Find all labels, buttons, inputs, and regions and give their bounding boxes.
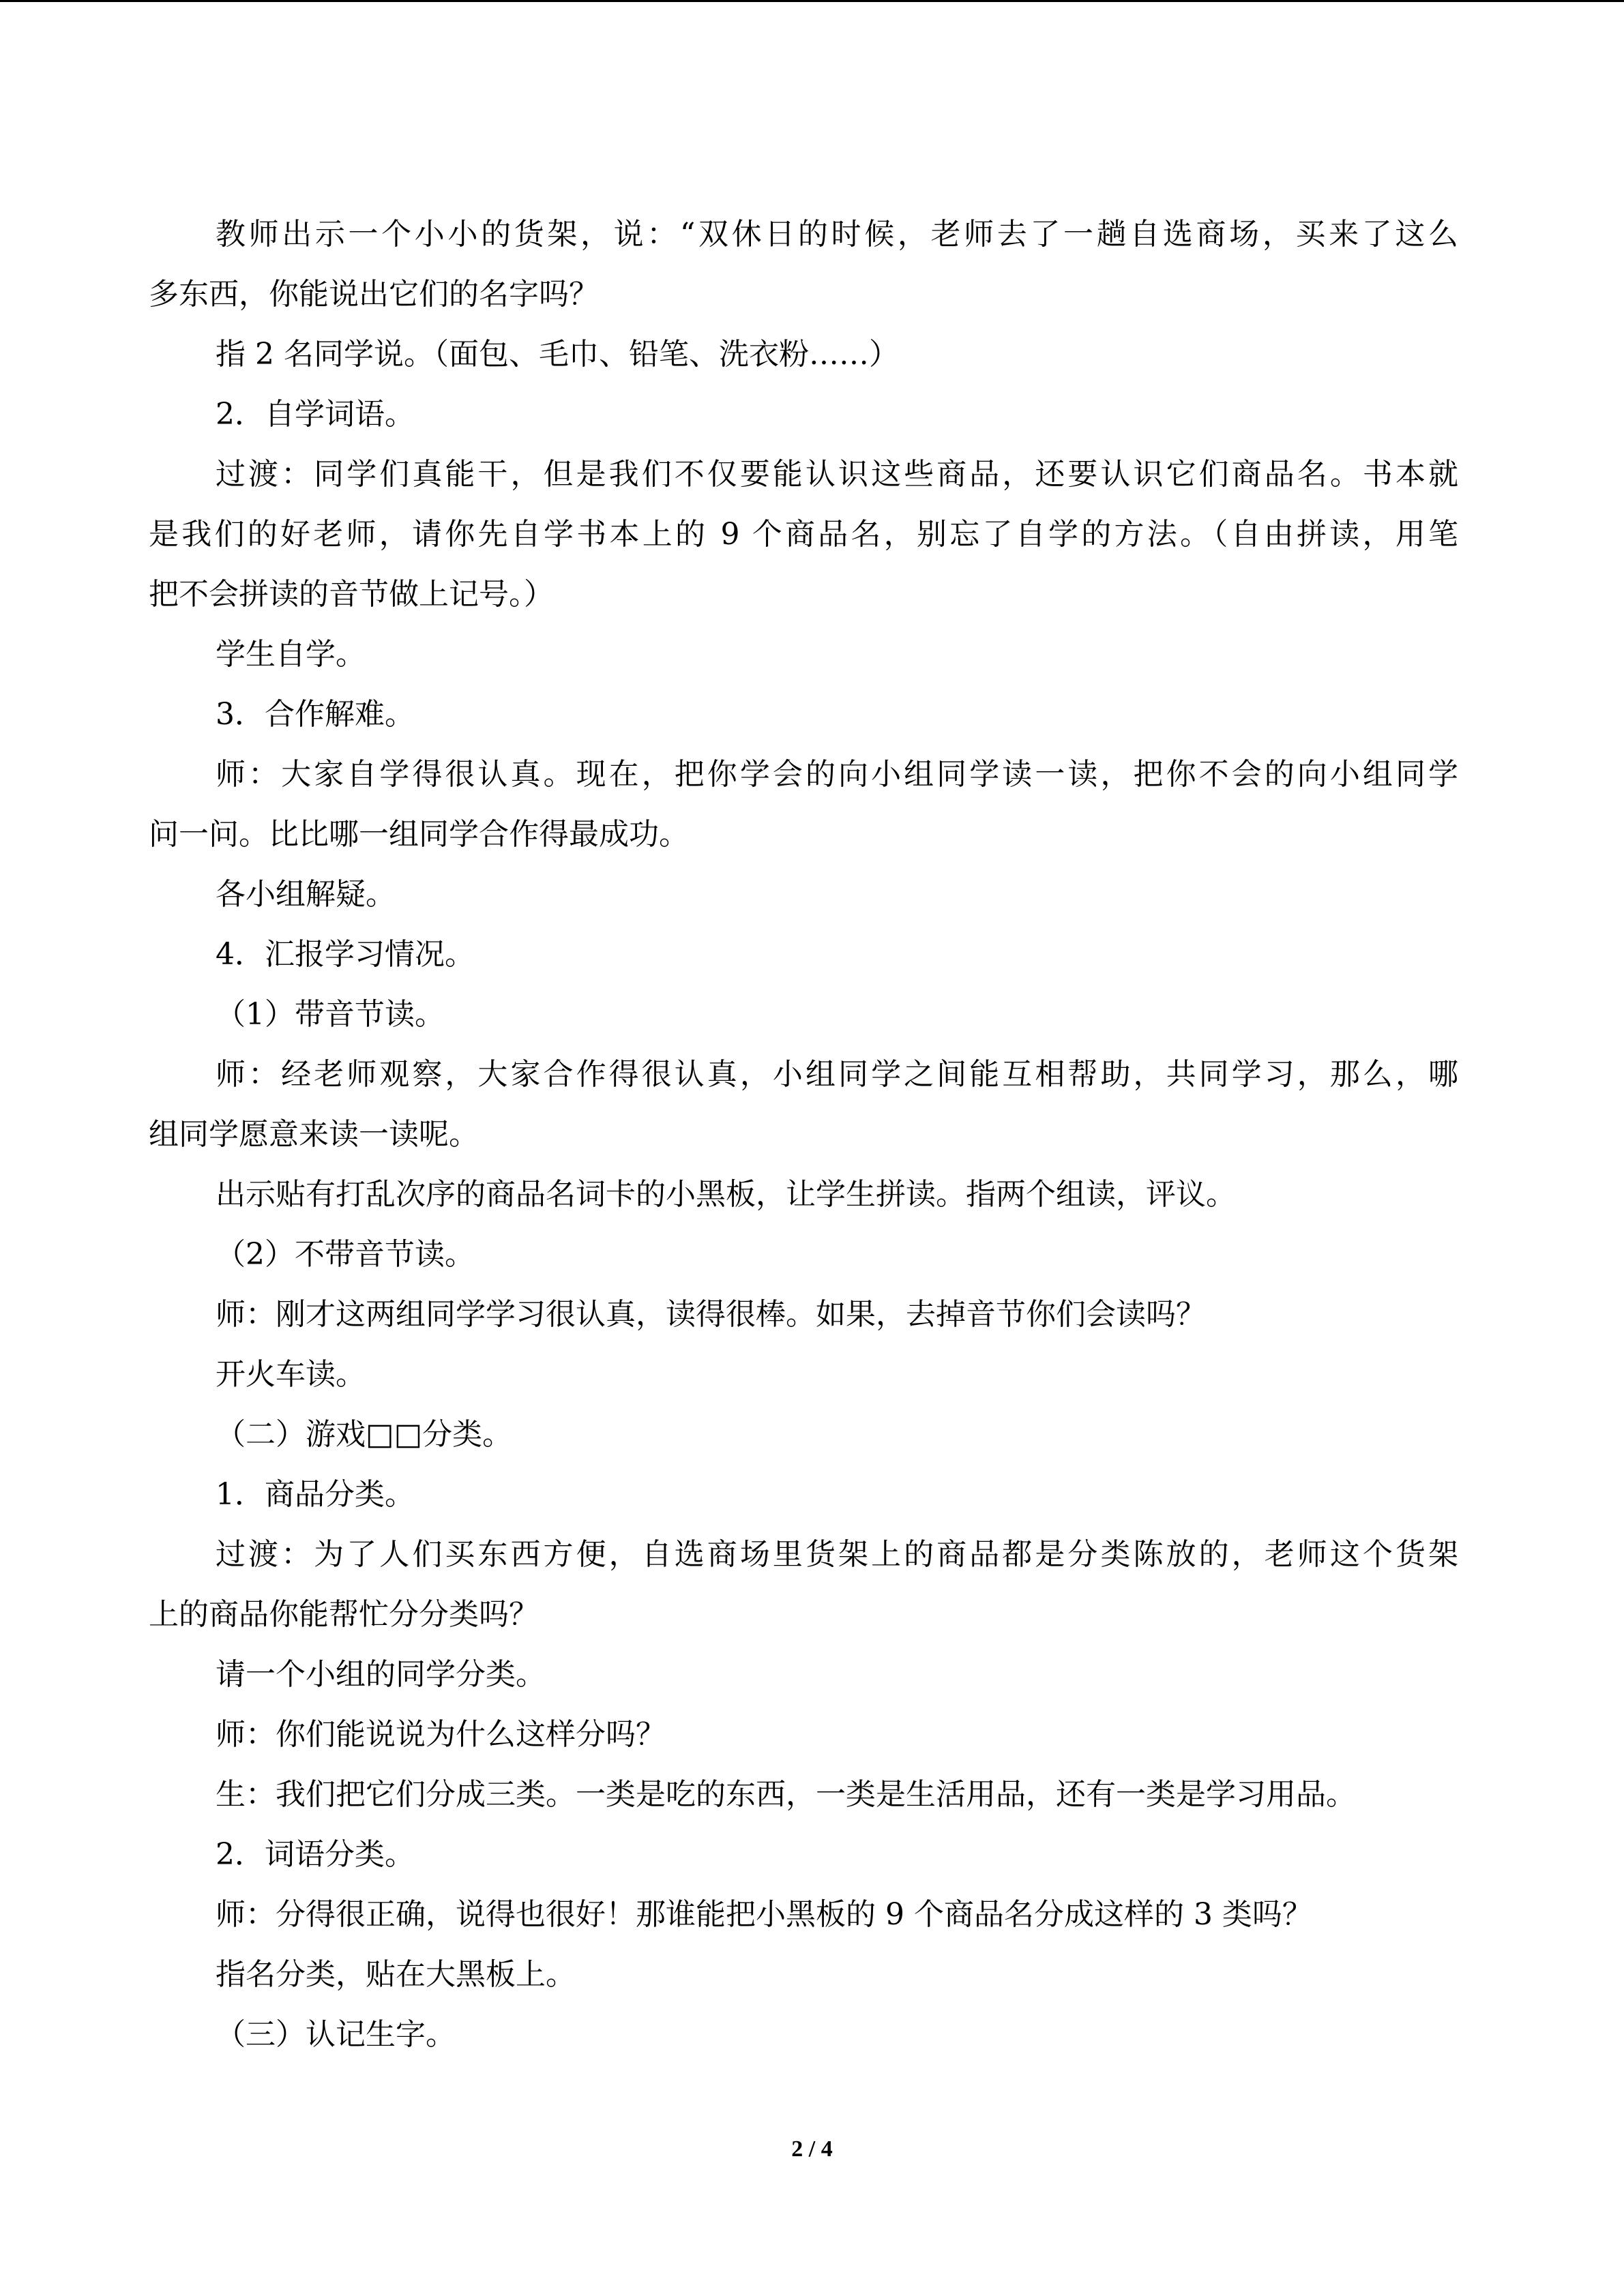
section-heading: 3．合作解难。 <box>216 697 415 732</box>
subsection-heading: （1）带音节读。 <box>216 997 445 1032</box>
paragraph-line: 师：你们能说说为什么这样分吗？ <box>216 1717 666 1752</box>
subsection-heading: （2）不带音节读。 <box>216 1237 475 1272</box>
paragraph-line: 学生自学。 <box>216 637 366 672</box>
paragraph-line: 组同学愿意来读一读呢。 <box>149 1117 479 1152</box>
page-number: 2 / 4 <box>791 2136 833 2162</box>
paragraph-line: 多东西，你能说出它们的名字吗？ <box>149 277 599 312</box>
paragraph-line: 过渡：为了人们买东西方便，自选商场里货架上的商品都是分类陈放的，老师这个货架 <box>216 1537 1458 1572</box>
paragraph-line: 出示贴有打乱次序的商品名词卡的小黑板，让学生拼读。指两个组读，评议。 <box>216 1177 1236 1212</box>
paragraph-line: 过渡：同学们真能干，但是我们不仅要能认识这些商品，还要认识它们商品名。书本就 <box>216 457 1458 492</box>
paragraph-line: 指名分类，贴在大黑板上。 <box>216 1957 576 1992</box>
paragraph-line: 指 2 名同学说。（面包、毛巾、铅笔、洗衣粉……） <box>216 337 899 372</box>
section-heading: （三）认记生字。 <box>216 2017 456 2052</box>
section-heading: 2．自学词语。 <box>216 397 415 432</box>
section-heading: 4．汇报学习情况。 <box>216 937 475 972</box>
paragraph-line: 师：刚才这两组同学学习很认真，读得很棒。如果，去掉音节你们会读吗？ <box>216 1297 1206 1332</box>
section-heading: 1．商品分类。 <box>216 1477 415 1512</box>
paragraph-line: 教师出示一个小小的货架，说：“双休日的时候，老师去了一趟自选商场，买来了这么 <box>216 217 1458 252</box>
paragraph-line: 是我们的好老师，请你先自学书本上的 9 个商品名，别忘了自学的方法。（自由拼读，用笔 <box>149 517 1458 552</box>
paragraph-line: 师：经老师观察，大家合作得很认真，小组同学之间能互相帮助，共同学习，那么，哪 <box>216 1057 1458 1092</box>
paragraph-line: 生：我们把它们分成三类。一类是吃的东西，一类是生活用品，还有一类是学习用品。 <box>216 1777 1356 1812</box>
paragraph-line: 师：大家自学得很认真。现在，把你学会的向小组同学读一读，把你不会的向小组同学 <box>216 757 1458 792</box>
section-heading: 2．词语分类。 <box>216 1837 415 1872</box>
paragraph-line: 请一个小组的同学分类。 <box>216 1657 546 1692</box>
paragraph-line: 上的商品你能帮忙分分类吗？ <box>149 1597 539 1632</box>
page-top-border <box>0 0 1624 2</box>
paragraph-line: 各小组解疑。 <box>216 877 396 912</box>
paragraph-line: 开火车读。 <box>216 1357 366 1392</box>
paragraph-line: 问一问。比比哪一组同学合作得最成功。 <box>149 817 689 852</box>
section-heading: （二）游戏□□分类。 <box>216 1417 513 1452</box>
paragraph-line: 把不会拼读的音节做上记号。） <box>149 577 554 612</box>
paragraph-line: 师：分得很正确，说得也很好！那谁能把小黑板的 9 个商品名分成这样的 3 类吗？ <box>216 1897 1312 1932</box>
document-body <box>149 205 1458 2065</box>
